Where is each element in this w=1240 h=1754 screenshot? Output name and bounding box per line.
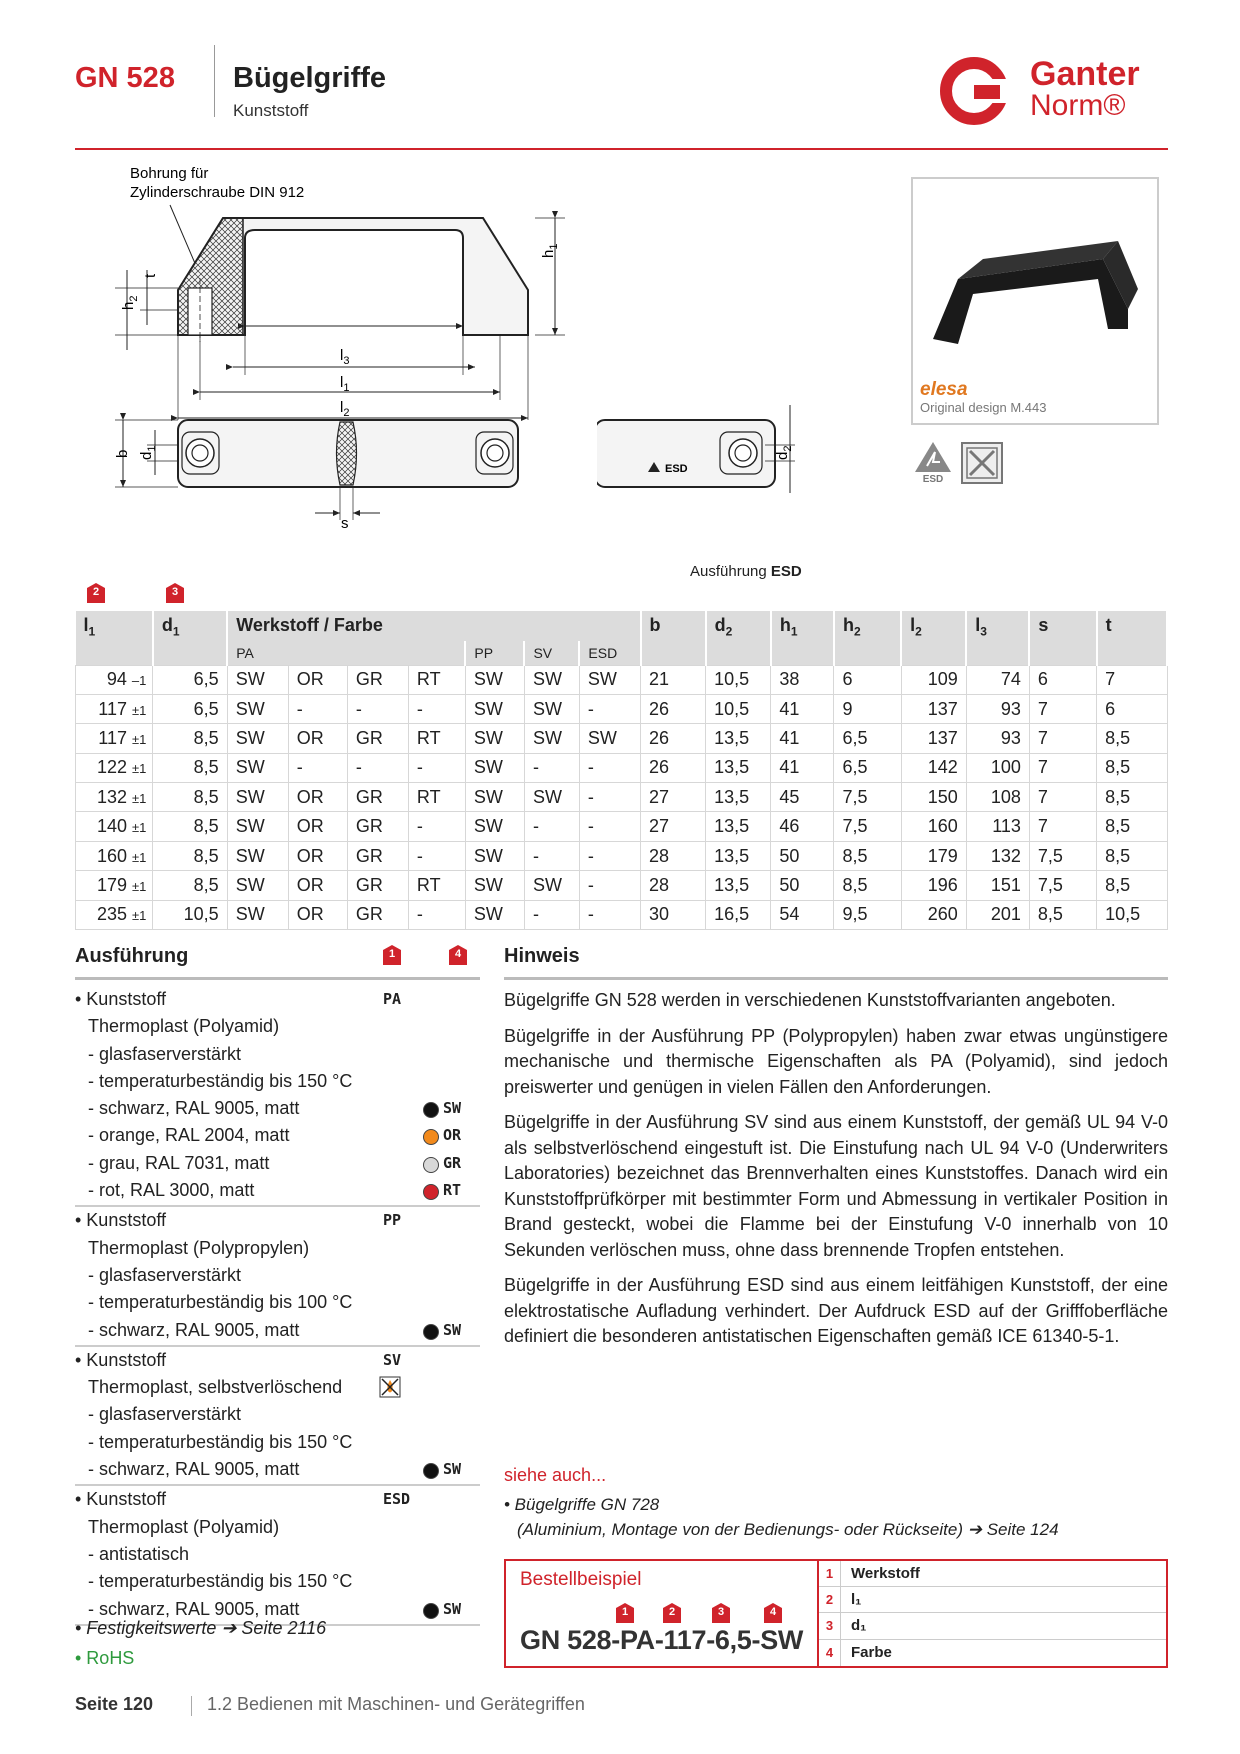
cell-b: 26	[641, 753, 706, 782]
cell-esd: -	[579, 812, 640, 841]
color-code: SW	[443, 1599, 462, 1618]
cell-d2: 10,5	[706, 694, 771, 723]
cell-l1: 117 ±1	[76, 724, 153, 753]
cell-d1: 6,5	[153, 694, 227, 723]
marker-2-icon: 2	[87, 583, 105, 603]
cell-pa3: GR	[347, 724, 408, 753]
cell-h1: 50	[771, 841, 834, 870]
cell-h1: 45	[771, 783, 834, 812]
cell-d2: 13,5	[706, 753, 771, 782]
footer-separator	[191, 1696, 192, 1716]
order-legend-row: 4 Farbe	[819, 1640, 1166, 1666]
cell-d2: 13,5	[706, 812, 771, 841]
cell-pp: SW	[465, 812, 524, 841]
page-subtitle: Kunststoff	[233, 101, 309, 120]
material-line: - antistatisch	[88, 1543, 190, 1564]
table-row	[76, 783, 1168, 812]
material-line: • Kunststoff PP	[75, 1207, 480, 1234]
cell-d2: 13,5	[706, 783, 771, 812]
cell-s: 8,5	[1029, 900, 1096, 929]
subheader-esd: ESD	[579, 641, 640, 665]
page-number: Seite 120	[75, 1694, 154, 1714]
col-header-d2: $d_2$	[706, 611, 771, 641]
cell-pa1: SW	[227, 900, 288, 929]
cell-l2: 179	[901, 841, 966, 870]
cell-pa1: SW	[227, 694, 288, 723]
hinweis-paragraph: Bügelgriffe in der Ausführung SV sind aus einem Kunststoff, der gemäß UL 94 V-0 als selbstverlöschend eingestuft ist. Die Einstufung nach UL 94 V-0 (Underwriters Laboratories) bezeichnet das Brennverhalten eines Kunststoffes. Danach wird ein Kunststoffprüfkörper mit bestimmter Form und Abmessung in vertikaler Position in Brand gesteckt, wobei die Flamme bei der Einstufung V-0 innerhalb von 10 Sekunden verlöschen muss, ohne dass brennende Tropfen entstehen.	[504, 1112, 1168, 1260]
page-title: Bügelgriffe	[233, 62, 387, 94]
cell-pa1: SW	[227, 871, 288, 900]
ausfuehrung-title: Ausführung	[75, 945, 189, 967]
hinweis-title: Hinweis	[504, 945, 580, 967]
cell-l3: 151	[966, 871, 1029, 900]
cell-s: 7	[1029, 694, 1096, 723]
cell-b: 28	[641, 841, 706, 870]
material-group	[75, 1486, 480, 1625]
cell-s: 7	[1029, 724, 1096, 753]
cell-esd: -	[579, 841, 640, 870]
cell-t: 8,5	[1097, 812, 1167, 841]
table-row	[76, 753, 1168, 782]
cell-t: 8,5	[1097, 871, 1167, 900]
cell-d1: 8,5	[153, 724, 227, 753]
cell-sv: -	[524, 753, 579, 782]
material-line: - glasfaserverstärkt	[88, 1264, 242, 1285]
material-line: Thermoplast (Polyamid)	[88, 1016, 280, 1037]
cell-pa4: -	[408, 841, 465, 870]
col-header-l3: $l_3$	[966, 611, 1029, 641]
cell-h2: 6,5	[834, 753, 901, 782]
cell-pa2: OR	[288, 724, 347, 753]
dim-d2: $d_2$	[774, 445, 794, 460]
cell-d1: 8,5	[153, 783, 227, 812]
order-legend-row: 1 Werkstoff	[819, 1561, 1166, 1587]
material-line: - temperaturbeständig bis 150 °C	[88, 1070, 353, 1091]
color-code: OR	[443, 1126, 462, 1145]
cell-pa1: SW	[227, 724, 288, 753]
cell-sv: SW	[524, 783, 579, 812]
hinweis-paragraph: Bügelgriffe in der Ausführung PP (Polypropylen) haben zwar etwas ungünstigere mechanische und thermische Eigenschaften als PA (Polyamid), sind jedoch preiswerter und genügen in vielen Fällen den Anforderungen.	[504, 1025, 1168, 1097]
cell-t: 7	[1097, 665, 1167, 694]
rohs-label: • RoHS	[75, 1648, 135, 1668]
bohrung-label-line1: Bohrung für	[130, 165, 209, 182]
cell-pa4: -	[408, 900, 465, 929]
cell-pp: SW	[465, 753, 524, 782]
cell-pa2: -	[288, 694, 347, 723]
cell-sv: SW	[524, 694, 579, 723]
spec-table	[75, 611, 1168, 930]
cell-pa1: SW	[227, 812, 288, 841]
cell-l3: 201	[966, 900, 1029, 929]
cell-l1: 140 ±1	[76, 812, 153, 841]
order-example-label: Bestellbeispiel	[520, 1569, 642, 1590]
cell-h1: 41	[771, 694, 834, 723]
dim-h2: $h_2$	[120, 295, 140, 310]
esd-warning-icon	[913, 440, 953, 484]
cell-l3: 132	[966, 841, 1029, 870]
color-swatch-icon	[423, 1129, 439, 1145]
cell-t: 8,5	[1097, 783, 1167, 812]
cell-h1: 41	[771, 724, 834, 753]
siehe-auch-link[interactable]: • Bügelgriffe GN 728 (Aluminium, Montage von der Bedienungs- oder Rückseite) ➔ Seite 124	[504, 1495, 1059, 1539]
cell-d1: 8,5	[153, 871, 227, 900]
logo-text-norm: Norm®	[1030, 89, 1126, 122]
cell-t: 6	[1097, 694, 1167, 723]
cell-esd: -	[579, 783, 640, 812]
cell-pp: SW	[465, 665, 524, 694]
cell-l2: 137	[901, 724, 966, 753]
cell-h2: 7,5	[834, 812, 901, 841]
cell-b: 27	[641, 812, 706, 841]
cell-esd: -	[579, 900, 640, 929]
material-line: - temperaturbeständig bis 100 °C	[88, 1292, 353, 1313]
material-group	[75, 986, 480, 1207]
hinweis-text	[504, 988, 1168, 1360]
order-legend-row: 2 l₁	[819, 1587, 1166, 1613]
cell-sv: SW	[524, 871, 579, 900]
material-line: • Kunststoff ESD	[75, 1486, 480, 1513]
cell-pa3: -	[347, 694, 408, 723]
order-marker-3-icon: 3	[712, 1603, 730, 1623]
cell-h2: 9	[834, 694, 901, 723]
cell-l2: 142	[901, 753, 966, 782]
cell-pa4: -	[408, 812, 465, 841]
ausfuehrung-rule	[75, 977, 480, 980]
cell-pa1: SW	[227, 753, 288, 782]
dim-s: s	[341, 515, 349, 532]
cell-h1: 38	[771, 665, 834, 694]
cell-b: 21	[641, 665, 706, 694]
col-header-s: s	[1029, 611, 1096, 641]
material-line: - temperaturbeständig bis 150 °C	[88, 1431, 353, 1452]
material-line: - glasfaserverstärkt	[88, 1043, 242, 1064]
cell-l1: 132 ±1	[76, 783, 153, 812]
col-header-h2: $h_2$	[834, 611, 901, 641]
cell-h2: 9,5	[834, 900, 901, 929]
table-row	[76, 694, 1168, 723]
cell-d2: 13,5	[706, 724, 771, 753]
material-group	[75, 1347, 480, 1486]
order-legend	[819, 1561, 1166, 1666]
cell-sv: -	[524, 900, 579, 929]
cell-pp: SW	[465, 724, 524, 753]
col-header-l1: $l_1$	[76, 611, 153, 641]
svg-text:ESD: ESD	[922, 474, 944, 484]
cell-sv: -	[524, 841, 579, 870]
cell-l2: 260	[901, 900, 966, 929]
cell-pp: SW	[465, 694, 524, 723]
color-swatch-icon	[423, 1324, 439, 1340]
table-row	[76, 724, 1168, 753]
spec-table-body	[76, 665, 1168, 930]
cell-l3: 100	[966, 753, 1029, 782]
elesa-brand-logo: elesa	[920, 379, 968, 400]
cell-d1: 8,5	[153, 812, 227, 841]
cell-pa4: RT	[408, 665, 465, 694]
cell-d2: 16,5	[706, 900, 771, 929]
cell-s: 7,5	[1029, 871, 1096, 900]
cell-s: 7	[1029, 753, 1096, 782]
cell-h1: 54	[771, 900, 834, 929]
cell-l3: 93	[966, 694, 1029, 723]
cell-s: 6	[1029, 665, 1096, 694]
color-swatch-icon	[423, 1157, 439, 1173]
cell-t: 8,5	[1097, 841, 1167, 870]
cell-b: 27	[641, 783, 706, 812]
color-code: SW	[443, 1320, 462, 1339]
subheader-pp: PP	[465, 641, 524, 665]
table-row	[76, 665, 1168, 694]
color-code: GR	[443, 1153, 462, 1172]
cell-esd: -	[579, 694, 640, 723]
order-marker-4-icon: 4	[764, 1603, 782, 1623]
festigkeit-link[interactable]: • Festigkeitswerte ➔ Seite 2116	[75, 1618, 327, 1638]
cell-esd: SW	[579, 724, 640, 753]
cell-l2: 109	[901, 665, 966, 694]
cell-l3: 74	[966, 665, 1029, 694]
cell-pa3: GR	[347, 665, 408, 694]
esd-print-mark: ESD	[665, 463, 688, 475]
col-header-b: b	[641, 611, 706, 641]
material-code: ESD	[383, 1490, 411, 1509]
cell-pa4: RT	[408, 871, 465, 900]
bohrung-label-line2: Zylinderschraube DIN 912	[130, 184, 305, 201]
material-line: - rot, RAL 3000, matt RT	[75, 1177, 480, 1204]
cell-d2: 13,5	[706, 871, 771, 900]
marker-3-icon: 3	[166, 583, 184, 603]
col-header-werkstoff: Werkstoff / Farbe	[227, 611, 640, 641]
material-line: - schwarz, RAL 9005, matt SW	[75, 1456, 480, 1483]
cell-t: 8,5	[1097, 724, 1167, 753]
dim-l3: $l_3$	[340, 347, 350, 367]
hinweis-paragraph: Bügelgriffe GN 528 werden in verschiedenen Kunststoffvarianten angeboten.	[504, 990, 1116, 1010]
marker-4-icon: 4	[449, 945, 467, 965]
material-line: Thermoplast, selbstverlöschend	[75, 1374, 480, 1401]
cell-pa3: GR	[347, 871, 408, 900]
cell-pa1: SW	[227, 665, 288, 694]
material-line: - temperaturbeständig bis 150 °C	[88, 1571, 353, 1592]
cell-pa2: OR	[288, 841, 347, 870]
color-swatch-icon	[423, 1603, 439, 1619]
cell-pa1: SW	[227, 783, 288, 812]
table-row	[76, 871, 1168, 900]
hinweis-paragraph: Bügelgriffe in der Ausführung ESD sind aus einem leitfähigen Kunststoff, der eine elektrostatische Aufladung verhindert. Der Aufdruck ESD auf der Grifffoberfläche definiert die besonderen antistatischen Eigenschaften gemäß ICE 61340-5-1.	[504, 1275, 1168, 1346]
cell-pa2: OR	[288, 665, 347, 694]
cell-t: 8,5	[1097, 753, 1167, 782]
col-header-t: t	[1097, 611, 1167, 641]
cell-l3: 108	[966, 783, 1029, 812]
cell-d2: 13,5	[706, 841, 771, 870]
material-code: SV	[383, 1350, 402, 1369]
material-line: - grau, RAL 7031, matt GR	[75, 1150, 480, 1177]
cell-pa2: OR	[288, 812, 347, 841]
col-header-l2: $l_2$	[901, 611, 966, 641]
cell-esd: -	[579, 753, 640, 782]
color-swatch-icon	[423, 1184, 439, 1200]
cell-pa2: OR	[288, 900, 347, 929]
cell-l1: 179 ±1	[76, 871, 153, 900]
cell-pa3: GR	[347, 900, 408, 929]
technical-drawing	[75, 160, 875, 600]
color-swatch-icon	[423, 1102, 439, 1118]
cell-pp: SW	[465, 841, 524, 870]
cell-pa1: SW	[227, 841, 288, 870]
col-header-d1: $d_1$	[153, 611, 227, 641]
hinweis-rule	[504, 977, 1168, 980]
material-line: • Kunststoff SV	[75, 1347, 480, 1374]
cell-l2: 150	[901, 783, 966, 812]
cell-pa3: GR	[347, 841, 408, 870]
cell-s: 7,5	[1029, 841, 1096, 870]
footer-chapter: 1.2 Bedienen mit Maschinen- und Gerätegriffen	[207, 1694, 585, 1714]
cell-sv: SW	[524, 724, 579, 753]
order-legend-row: 3 d₁	[819, 1613, 1166, 1639]
cell-h1: 46	[771, 812, 834, 841]
subheader-pa: PA	[227, 641, 465, 665]
cell-h2: 8,5	[834, 841, 901, 870]
header-rule	[75, 148, 1168, 150]
logo-text-ganter: Ganter	[1030, 55, 1140, 93]
cell-pp: SW	[465, 871, 524, 900]
cell-t: 10,5	[1097, 900, 1167, 929]
cell-l3: 113	[966, 812, 1029, 841]
flame-retardant-icon	[379, 1376, 401, 1398]
cell-l1: 117 ±1	[76, 694, 153, 723]
cell-b: 26	[641, 724, 706, 753]
cell-l2: 196	[901, 871, 966, 900]
dim-t: t	[142, 273, 159, 278]
material-line: Thermoplast (Polyamid)	[88, 1516, 280, 1537]
col-header-h1: $h_1$	[771, 611, 834, 641]
table-row	[76, 900, 1168, 929]
cell-h1: 50	[771, 871, 834, 900]
cell-pa4: -	[408, 753, 465, 782]
cell-h2: 6	[834, 665, 901, 694]
table-row	[76, 812, 1168, 841]
cell-l1: 235 ±1	[76, 900, 153, 929]
cell-h2: 8,5	[834, 871, 901, 900]
cell-pa4: RT	[408, 783, 465, 812]
color-code: SW	[443, 1099, 462, 1118]
cell-esd: SW	[579, 665, 640, 694]
cell-pa2: -	[288, 753, 347, 782]
esd-protected-icon	[960, 441, 1004, 485]
material-line: Thermoplast (Polypropylen)	[88, 1237, 310, 1258]
material-line: - orange, RAL 2004, matt OR	[75, 1122, 480, 1149]
cell-pa4: RT	[408, 724, 465, 753]
order-example-code: GN 528-PA-117-6,5-SW	[520, 1625, 804, 1655]
cell-l1: 122 ±1	[76, 753, 153, 782]
marker-1-icon: 1	[383, 945, 401, 965]
esd-version-caption: Ausführung ESD	[690, 563, 802, 580]
material-line: - schwarz, RAL 9005, matt SW	[75, 1596, 480, 1623]
dim-h1: $h_1$	[540, 243, 560, 258]
cell-d1: 8,5	[153, 753, 227, 782]
cell-l3: 93	[966, 724, 1029, 753]
cell-pa3: -	[347, 753, 408, 782]
handle-photo-icon	[913, 179, 1157, 369]
dim-l1: $l_1$	[340, 374, 350, 394]
ausfuehrung-list	[75, 986, 480, 1626]
order-marker-1-icon: 1	[616, 1603, 634, 1623]
material-line: - glasfaserverstärkt	[88, 1404, 242, 1425]
cell-h2: 7,5	[834, 783, 901, 812]
cell-d1: 10,5	[153, 900, 227, 929]
cell-l1: 160 ±1	[76, 841, 153, 870]
cell-l2: 160	[901, 812, 966, 841]
cell-d1: 8,5	[153, 841, 227, 870]
cell-pa3: GR	[347, 812, 408, 841]
header-separator	[214, 45, 215, 117]
cell-esd: -	[579, 871, 640, 900]
cell-d1: 6,5	[153, 665, 227, 694]
material-line: - schwarz, RAL 9005, matt SW	[75, 1317, 480, 1344]
original-design-caption: Original design M.443	[920, 400, 1047, 415]
cell-l2: 137	[901, 694, 966, 723]
product-code: GN 528	[75, 62, 175, 94]
dim-l2: $l_2$	[340, 399, 350, 419]
cell-pa2: OR	[288, 783, 347, 812]
cell-pa4: -	[408, 694, 465, 723]
order-marker-2-icon: 2	[663, 1603, 681, 1623]
material-line: - schwarz, RAL 9005, matt SW	[75, 1095, 480, 1122]
material-code: PP	[383, 1211, 402, 1230]
cell-sv: -	[524, 812, 579, 841]
cell-l1: 94 –1	[76, 665, 153, 694]
material-group	[75, 1207, 480, 1346]
cell-pa3: GR	[347, 783, 408, 812]
dim-b: b	[114, 449, 131, 458]
cell-h1: 41	[771, 753, 834, 782]
cell-s: 7	[1029, 783, 1096, 812]
order-example-box	[504, 1559, 1168, 1668]
cell-sv: SW	[524, 665, 579, 694]
cell-s: 7	[1029, 812, 1096, 841]
table-row	[76, 841, 1168, 870]
cell-b: 30	[641, 900, 706, 929]
cell-b: 28	[641, 871, 706, 900]
cell-d2: 10,5	[706, 665, 771, 694]
cell-b: 26	[641, 694, 706, 723]
material-line: • Kunststoff PA	[75, 986, 480, 1013]
siehe-auch-label: siehe auch...	[504, 1465, 607, 1485]
cell-pp: SW	[465, 783, 524, 812]
dim-d1: $d_1$	[138, 445, 158, 460]
subheader-sv: SV	[524, 641, 579, 665]
color-swatch-icon	[423, 1463, 439, 1479]
cell-pa2: OR	[288, 871, 347, 900]
material-code: PA	[383, 990, 402, 1008]
color-code: RT	[443, 1181, 462, 1200]
cell-pp: SW	[465, 900, 524, 929]
color-code: SW	[443, 1460, 462, 1479]
cell-h2: 6,5	[834, 724, 901, 753]
